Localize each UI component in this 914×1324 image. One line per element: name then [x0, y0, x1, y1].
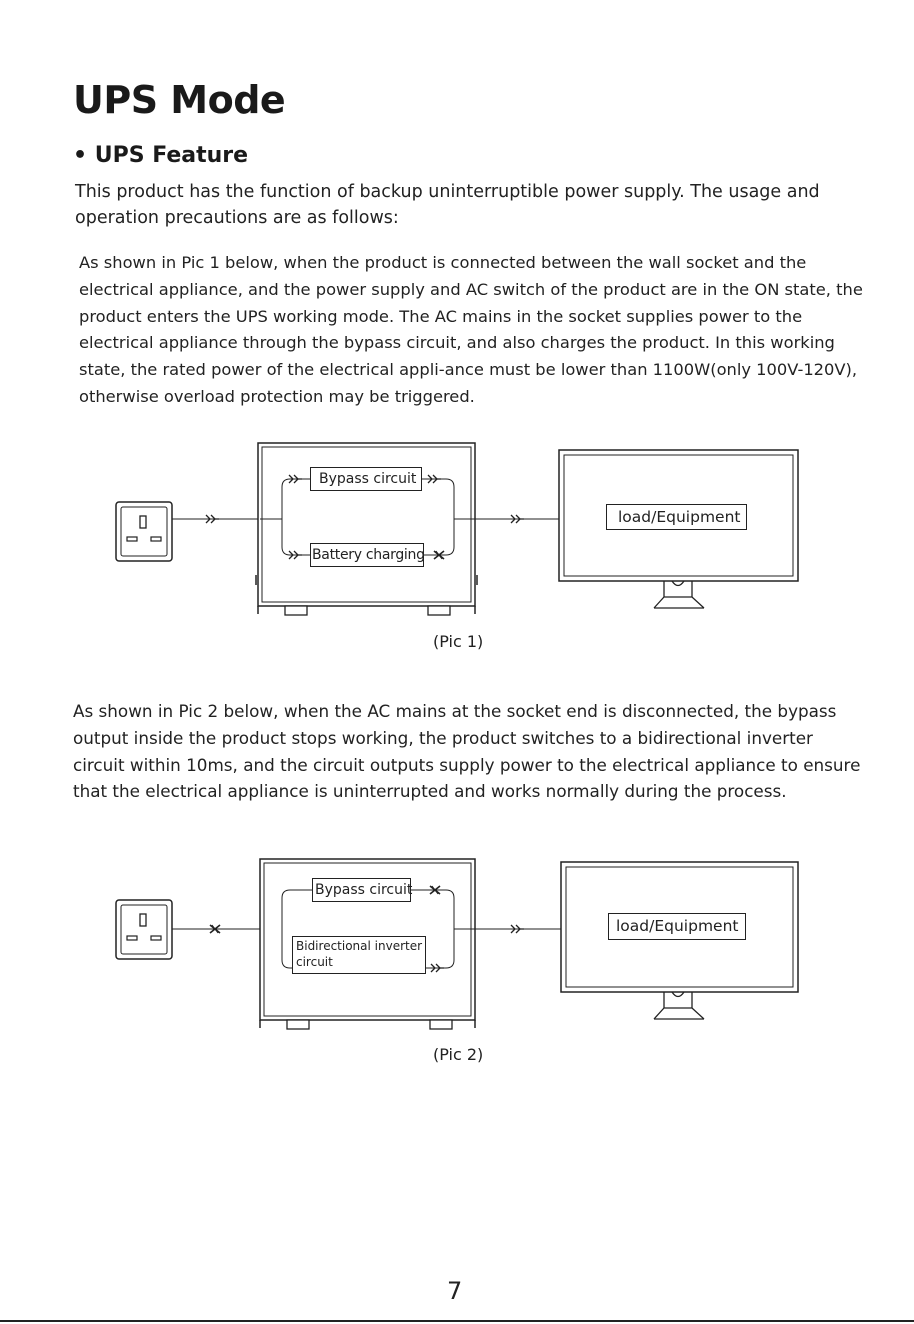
feature-heading: • UPS Feature: [73, 143, 249, 168]
diagram-pic2-drawing: [0, 850, 914, 1075]
diagram-pic1-drawing: [0, 430, 914, 660]
bidirectional-inverter-label-line2: circuit: [296, 955, 333, 969]
diagram-pic2: [0, 850, 914, 1075]
page-number: 7: [447, 1277, 463, 1305]
bidirectional-inverter-label: [292, 936, 426, 974]
diagram-pic1: [0, 430, 914, 660]
load-equipment-label: load/Equipment: [606, 504, 747, 530]
pic2-description: As shown in Pic 2 below, when the AC mains at the socket end is disconnected, the bypass output inside the product stops working, the product switches to a bidirectional inverter circuit within 10ms, and the circuit outputs supply power to the electrical appliance to ensure that the electrical appliance is uninterrupted and works normally during the process.: [73, 701, 861, 802]
wall-socket-icon: [116, 502, 172, 561]
pic1-description: As shown in Pic 1 below, when the product is connected between the wall socket and the electrical appliance, and the power supply and AC switch of the product are in the ON state, the product enters the UPS working mode. The AC mains in the socket supplies power to the electrical appliance through the bypass circuit, and also charges the product. In this working state, the rated power of the electrical appli-ance must be lower than 1100W(only 100V-120V), otherwise overload protection may be triggered.: [79, 253, 863, 406]
wall-socket-icon: [116, 900, 172, 959]
bypass-circuit-label: Bypass circuit: [312, 878, 411, 902]
pic1-caption: (Pic 1): [433, 632, 484, 651]
intro-paragraph: This product has the function of backup uninterruptible power supply. The usage and operation precautions are as follows:: [75, 182, 820, 228]
page-title: UPS Mode: [73, 78, 286, 122]
monitor-icon: [561, 862, 798, 1019]
bottom-divider: [0, 1320, 914, 1322]
bypass-circuit-label: Bypass circuit: [310, 467, 422, 491]
bidirectional-inverter-label-line1: Bidirectional inverter: [296, 939, 423, 953]
battery-charging-label: Battery charging: [310, 543, 424, 567]
pic2-caption: (Pic 2): [433, 1045, 484, 1064]
load-equipment-label: load/Equipment: [608, 913, 746, 940]
